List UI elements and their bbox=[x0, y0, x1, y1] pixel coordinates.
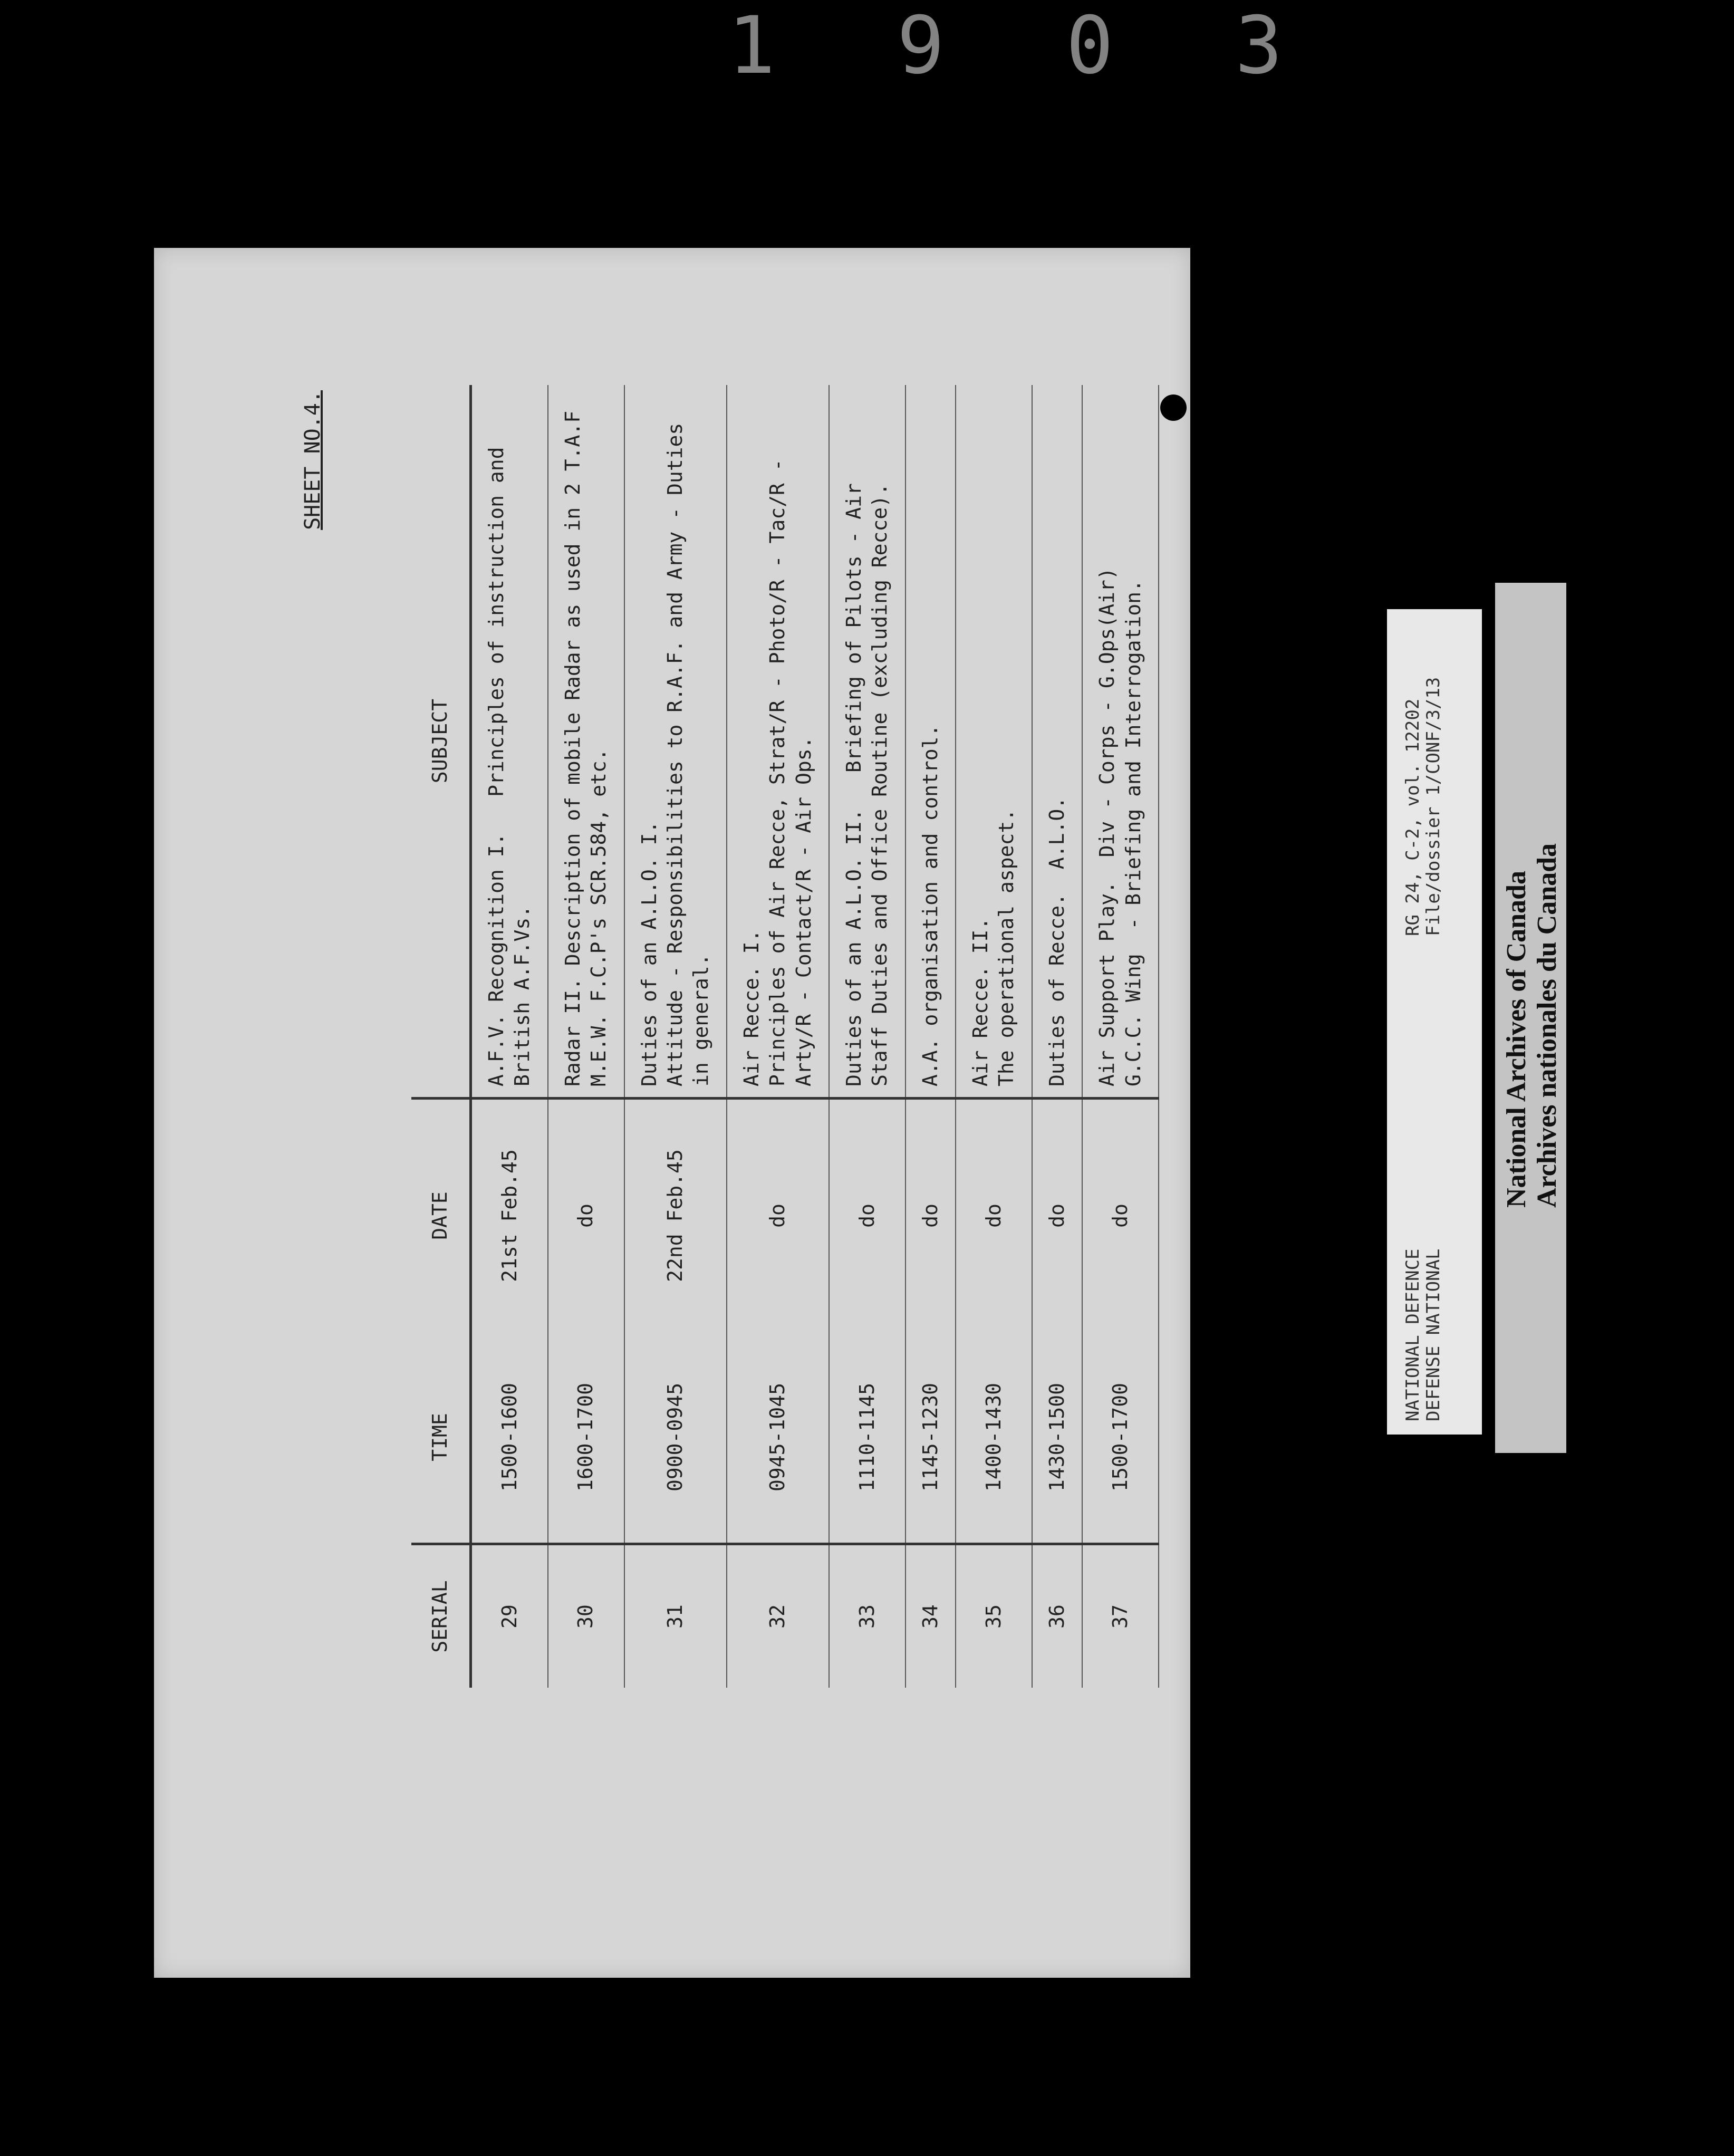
department-label bbox=[1403, 1248, 1444, 1421]
subject-line: A.A. organisation and control. bbox=[918, 724, 942, 1086]
institution-fr: Archives nationales du Canada bbox=[1532, 843, 1563, 1208]
cell-subject bbox=[548, 385, 624, 1099]
subject-line: The operational aspect. bbox=[995, 808, 1018, 1086]
cell-subject bbox=[624, 385, 727, 1099]
cell-serial: 37 bbox=[1082, 1544, 1159, 1688]
cell-date: 22nd Feb.45 bbox=[624, 1099, 727, 1332]
cell-serial: 34 bbox=[905, 1544, 956, 1688]
cell-serial: 29 bbox=[471, 1544, 548, 1688]
cell-subject bbox=[727, 385, 829, 1099]
cell-subject bbox=[956, 385, 1032, 1099]
cell-date: do bbox=[829, 1099, 905, 1332]
cell-serial: 35 bbox=[956, 1544, 1032, 1688]
reference-label bbox=[1403, 677, 1444, 936]
table-row bbox=[624, 385, 727, 1688]
record-group: RG 24, C-2, vol. 12202 bbox=[1402, 698, 1423, 936]
header-serial: SERIAL bbox=[411, 1544, 471, 1688]
cell-time: 1400-1430 bbox=[956, 1332, 1032, 1544]
table-row bbox=[548, 385, 624, 1688]
cell-time: 0900-0945 bbox=[624, 1332, 727, 1544]
department-en: NATIONAL DEFENCE bbox=[1402, 1248, 1423, 1421]
subject-line: Air Support Play. Div - Corps - G.Ops(Air) bbox=[1095, 567, 1119, 1086]
subject-line: Duties of an A.L.O. II. Briefing of Pilots - Air bbox=[842, 483, 865, 1086]
subject-line: Radar II. Description of mobile Radar as used in 2 T.A.F bbox=[561, 410, 584, 1086]
cell-subject bbox=[829, 385, 905, 1099]
cell-subject bbox=[905, 385, 956, 1099]
table-row bbox=[471, 385, 548, 1688]
rotated-document bbox=[295, 369, 1145, 1688]
institution-name bbox=[1501, 843, 1563, 1208]
cell-date: do bbox=[727, 1099, 829, 1332]
archive-label-institution bbox=[1495, 583, 1566, 1453]
cell-date: do bbox=[1082, 1099, 1159, 1332]
subject-line: Air Recce. II. bbox=[969, 917, 993, 1086]
cell-time: 0945-1045 bbox=[727, 1332, 829, 1544]
cell-subject bbox=[471, 385, 548, 1099]
cell-date: do bbox=[548, 1099, 624, 1332]
subject-line: A.F.V. Recognition I. Principles of instruction and bbox=[485, 447, 508, 1086]
subject-line: Duties of Recce. A.L.O. bbox=[1045, 796, 1068, 1086]
table-header-row bbox=[411, 385, 471, 1688]
file-number: File/dossier 1/CONF/3/13 bbox=[1423, 677, 1444, 936]
cell-subject bbox=[1032, 385, 1082, 1099]
table-row bbox=[1082, 385, 1159, 1688]
cell-time: 1500-1600 bbox=[471, 1332, 548, 1544]
institution-en: National Archives of Canada bbox=[1501, 871, 1531, 1208]
schedule-table bbox=[411, 385, 1159, 1688]
archive-label-reference bbox=[1387, 609, 1482, 1435]
subject-line: in general. bbox=[689, 954, 713, 1086]
table-row bbox=[905, 385, 956, 1688]
cell-time: 1145-1230 bbox=[905, 1332, 956, 1544]
cell-serial: 36 bbox=[1032, 1544, 1082, 1688]
punch-hole bbox=[1160, 394, 1187, 421]
cell-serial: 32 bbox=[727, 1544, 829, 1688]
cell-time: 1110-1145 bbox=[829, 1332, 905, 1544]
cell-subject bbox=[1082, 385, 1159, 1099]
cell-date: do bbox=[956, 1099, 1032, 1332]
header-subject: SUBJECT bbox=[411, 385, 471, 1099]
subject-line: Arty/R - Contact/R - Air Ops. bbox=[792, 736, 815, 1086]
subject-line: Air Recce. I. bbox=[739, 929, 763, 1086]
sheet-number: SHEET NO.4. bbox=[301, 390, 325, 530]
cell-serial: 30 bbox=[548, 1544, 624, 1688]
cell-time: 1600-1700 bbox=[548, 1332, 624, 1544]
subject-line: M.E.W. F.C.P's SCR.584, etc. bbox=[587, 748, 611, 1086]
cell-serial: 31 bbox=[624, 1544, 727, 1688]
cell-time: 1430-1500 bbox=[1032, 1332, 1082, 1544]
department-fr: DEFENSE NATIONAL bbox=[1423, 1248, 1444, 1421]
header-date: DATE bbox=[411, 1099, 471, 1332]
subject-line: British A.F.Vs. bbox=[510, 905, 534, 1086]
cell-serial: 33 bbox=[829, 1544, 905, 1688]
cell-time: 1500-1700 bbox=[1082, 1332, 1159, 1544]
cell-date: 21st Feb.45 bbox=[471, 1099, 548, 1332]
table-row bbox=[727, 385, 829, 1688]
cell-date: do bbox=[905, 1099, 956, 1332]
header-time: TIME bbox=[411, 1332, 471, 1544]
table-row bbox=[956, 385, 1032, 1688]
cell-date: do bbox=[1032, 1099, 1082, 1332]
table-row bbox=[829, 385, 905, 1688]
subject-line: Staff Duties and Office Routine (excluding Recce). bbox=[868, 483, 892, 1086]
subject-line: G.C.C. Wing - Briefing and Interrogation. bbox=[1121, 580, 1145, 1086]
subject-line: Principles of Air Recce, Strat/R - Photo/R - Tac/R - bbox=[766, 459, 789, 1086]
subject-line: Duties of an A.L.O. I. bbox=[637, 821, 661, 1086]
subject-line: Attitude - Responsibilities to R.A.F. and Army - Duties bbox=[663, 422, 687, 1086]
frame-number: 1 9 0 3 bbox=[728, 0, 1320, 92]
table-row bbox=[1032, 385, 1082, 1688]
